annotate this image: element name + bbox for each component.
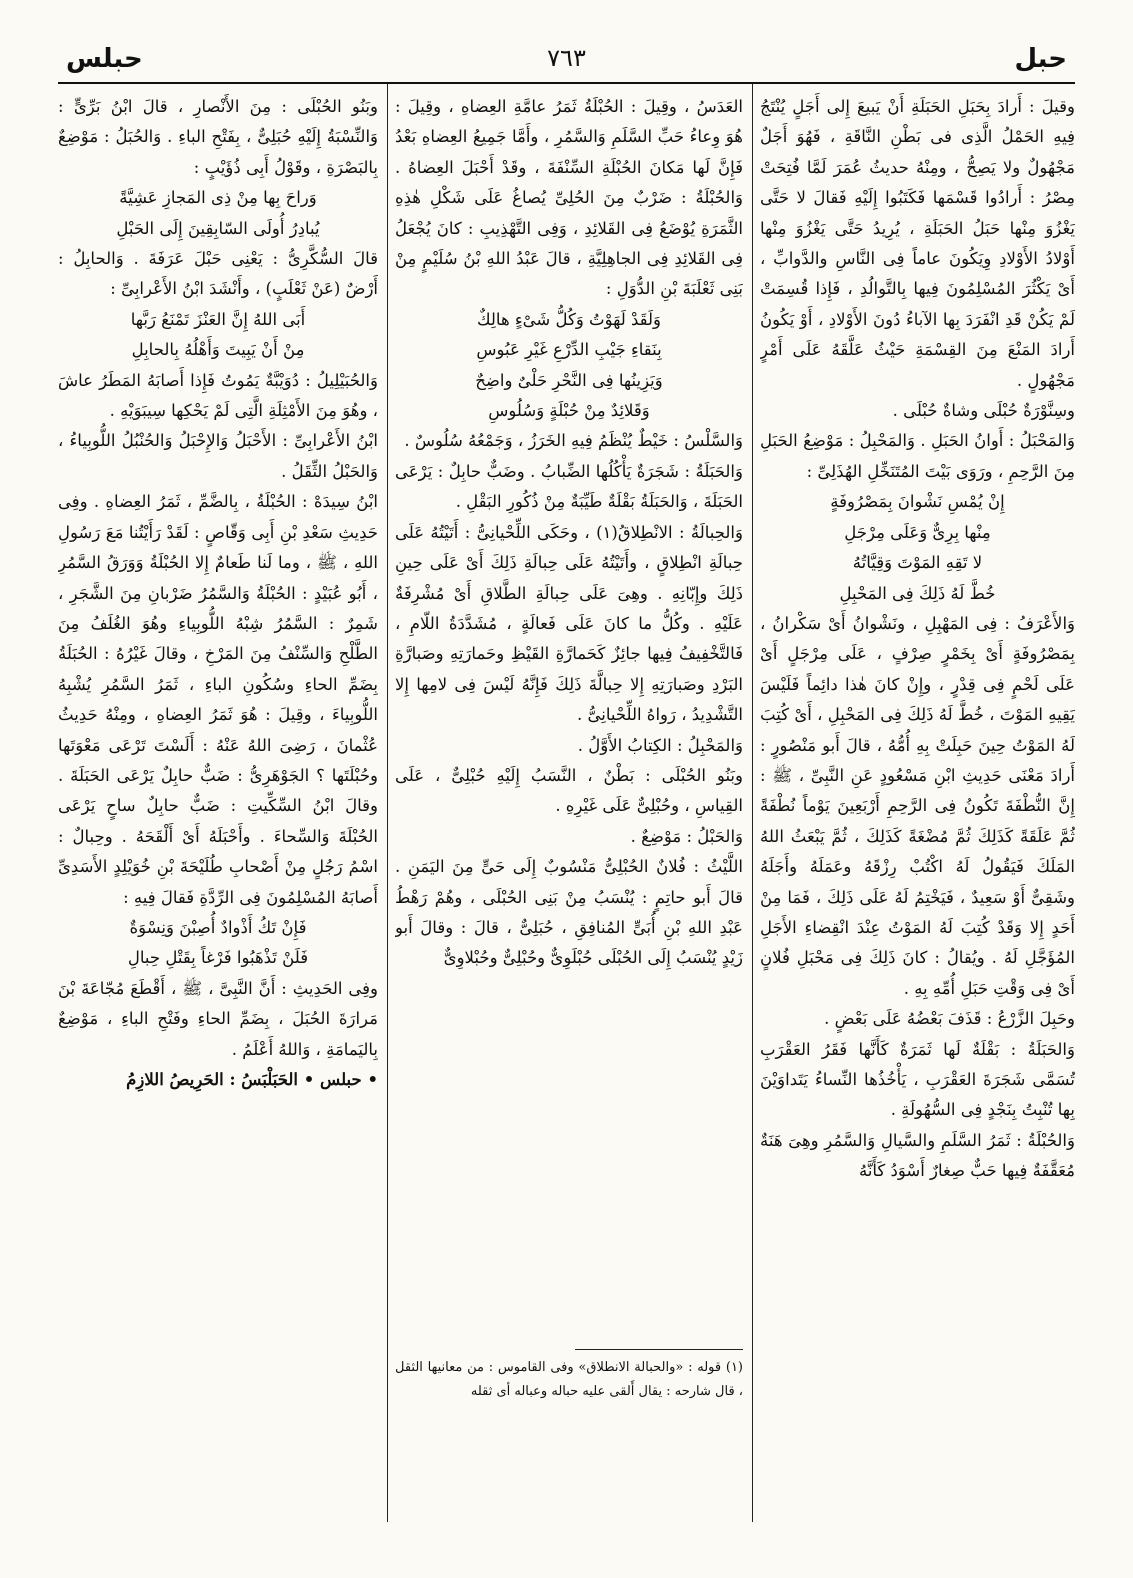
paragraph: وحَبِلَ الزَّرْعُ : قَذَفَ بَعْضُهُ عَلَى بَعْضٍ . <box>824 1009 1075 1029</box>
verse-line: خُطَّ لَهُ ذَلِكَ فِى المَحْبِلِ <box>839 583 996 603</box>
verse-line: مِنْها بِرِىٌّ وَعَلَى مِرْجَلِ <box>844 522 991 542</box>
running-head-right: حبل <box>1014 44 1067 74</box>
footnote-rule <box>575 1349 743 1350</box>
column-left <box>58 92 378 1552</box>
running-head-left: حبلس <box>66 44 143 74</box>
paragraph: وَالأَعْرَفُ : فِى المَهْبِلِ ، ونَشْوانُ أَىْ سَكْرانُ ، بِمَصْرُوفَةٍ أَىْ بِخَمْرٍ صِرْفٍ ، عَلَى مِرْجَلٍ أَىْ عَلَى لَحْمٍ فِى قِدْرٍ ، وإِنْ كانَ هٰذا دائِماً فَلَيْسَ يَقِيهِ المَوْتَ ، خُطَّ لَهُ ذَلِكَ فِى المَحْبِلِ ، أَىْ كُتِبَ لَهُ المَوْتُ حِينَ حَبِلَتْ بِهِ أُمُّهُ ، قالَ أَبو مَنْصُورٍ : أَرادَ مَعْنَى حَدِيثِ ابْنِ مَسْعُودٍ عَنِ النَّبِىِّ ، ﷺ : إِنَّ النُّطْفَةَ تَكُونُ فِى الرَّحِمِ أَرْبَعِينَ يَوْماً نُطْفَةً ثُمَّ عَلَقَةً كَذَلِكَ ثُمَّ مُضْغَةً كَذَلِكَ ، ثُمَّ يَبْعَثُ اللهُ المَلَكَ فَيَقُولُ لَهُ اكْتُبْ رِزْقَهُ وعَمَلَهُ وأَجَلَهُ وشَقِىٌّ أَوْ سَعِيدٌ ، فَيَخْتِمُ لَهُ عَلَى ذَلِكَ ، فَمَا مِنْ أَحَدٍ إِلا وَقَدْ كُتِبَ لَهُ المَوْتُ عِنْدَ انْقِضاءِ الأَجَلِ المُؤَجَّلِ لَهُ . ويُقالُ : كانَ ذَلِكَ فِى مَحْبَلِ فُلانٍ أَىْ فِى وَقْتِ حَبَلِ أُمِّهِ بِهِ . <box>760 613 1075 998</box>
verse-line: وَيَزِينُها فِى النَّحْرِ حَلْىٌ واضِحٌ <box>475 370 663 390</box>
paragraph: وَالحُبَيْلِيلُ : دُوَيْبَّةٌ يَمُوتُ فَإِذا أَصابَهُ المَطَرُ عاشَ ، وهُوَ مِنَ الأَمْثِلَةِ الَّتِى لَمْ يَحْكِها سِيبَوَيْهِ . <box>58 370 378 421</box>
paragraph: وَالمَحْبِلُ : الكِتابُ الأَوَّلُ . <box>577 735 743 755</box>
verse-line: إِنْ يُمْسِ نَشْوانَ بِمَصْرُوفَةٍ <box>830 492 1005 512</box>
paragraph: قالَ السُّكَّرِىُّ : يَعْنِى حَبْلَ عَرَفَةَ . وَالحابِلُ : أَرْضٌ (عَنْ ثَعْلَبٍ) ، وأَنْشَدَ ابْنُ الأَعْرابِىِّ : <box>58 249 378 299</box>
paragraph: وَالسَّلْسُ : خَيْطٌ يُنْظَمُ فِيهِ الخَرَزُ ، وَجَمْعُهُ سُلُوسٌ . <box>404 431 743 451</box>
column-divider-right <box>752 84 753 1522</box>
paragraph: وَالمَحْبَلُ : أَوانُ الحَبَلِ . وَالمَحْبِلُ : مَوْضِعُ الحَبَلِ مِنَ الرَّحِمِ ، ورَوَى بَيْتَ المُتَنَخِّلِ الهُذَلِىِّ : <box>760 431 1075 481</box>
header-rule <box>58 82 1075 84</box>
verse-line: بِنَقاءِ جَيْبِ الدِّرْعِ غَيْرِ عَبُوسِ <box>476 340 662 360</box>
paragraph: وسِنَّوْرَةٌ حُبْلَى وشاةٌ حُبْلَى . <box>892 401 1075 421</box>
verse-line: فَلَنْ تَذْهَبُوا فَرْغاً بِقَتْلِ حِبالِ <box>127 948 309 968</box>
verse-line: وَلَقَدْ لَهَوْتُ وَكُلُّ شَىْءٍ هالِكٌ <box>477 309 661 329</box>
verse-line: يُبادِرُ أُولَى السّابِقِينَ إِلَى الحَبْلِ <box>116 218 320 238</box>
column-middle <box>395 92 743 1342</box>
paragraph: وبَنُو الحُبْلَى : مِنَ الأَنْصارِ ، قالَ ابْنُ بَرِّىٍّ : وَالنِّسْبَةُ إِلَيْهِ حُبَلِىٌّ ، بِفَتْحِ الباءِ . وَالحُبَلُ : مَوْضِعٌ بِالبَصْرَةِ ، وقَوْلُ أَبِى ذُؤَيْبٍ : <box>58 97 378 177</box>
verse-line: وَراحَ بِها مِنْ ذِى المَجازِ عَشِيَّةً <box>119 188 317 208</box>
verse-line: مِنْ أَنْ يَبِيتَ وَأَهْلُهُ بِالحابِلِ <box>131 340 305 360</box>
footnote <box>395 1356 743 1404</box>
paragraph: وَالحَبَلَةُ : شَجَرَةٌ يَأْكُلُها الضِّبابُ . وضَبٌّ حابِلٌ : يَرْعَى الحَبَلَةَ ، وَالحَبَلَةُ بَقْلَةٌ طَيِّبَةٌ مِنْ ذُكُورِ البَقْلِ . <box>395 461 743 512</box>
paragraph: وَالحَبْلُ : مَوْضِعٌ . <box>630 826 743 846</box>
paragraph: ابْنُ الأَعْرابِىِّ : الأَحْبَلُ وَالإِحْبَلُ وَالحُنْبُلُ اللُّوبِياءُ ، وَالحَبْلُ الثِّقَلُ . <box>58 431 378 481</box>
column-right <box>760 92 1075 1552</box>
paragraph: وبَنُو الحُبْلَى : بَطْنٌ ، النَّسَبُ إِلَيْهِ حُبْلِىٌّ ، عَلَى القِياسِ ، وحُبْلِىٌّ عَلَى غَيْرِهِ . <box>395 765 743 816</box>
paragraph: اللَّيْثُ : فُلانٌ الحُبْلِىُّ مَنْسُوبٌ إِلَى حَىٍّ مِنَ اليَمَنِ . قالَ أَبو حاتِمٍ : يُنْسَبُ مِنْ بَنِى الحُبْلَى ، وهُمْ رَهْطُ عَبْدِ اللهِ بْنِ أُبَىٍّ المُنافِقِ ، حُبَلِىٌّ ، قالَ : وقالَ أَبو زَيْدٍ يُنْسَبُ إِلَى الحُبْلَى حُبْلَوِىٌّ وحُبْلِىٌّ وحُبْلاوِىٌّ <box>395 857 743 968</box>
column-divider-left <box>387 84 388 1522</box>
page-number: ٧٦٣ <box>547 44 586 72</box>
verse-line: لا تَقِهِ المَوْتَ وَقِيَّاتُهُ <box>852 553 983 573</box>
paragraph: وفِى الحَدِيثِ : أَنَّ النَّبِىَّ ، ﷺ ، أَقْطَعَ مُجّاعَةَ بْنَ مَرارَةَ الحُبَلَ ، بِضَمِّ الحاءِ وفَتْحِ الباءِ ، مَوْضِعٌ بِاليَمامَةِ ، وَاللهُ أَعْلَمُ . <box>58 978 378 1059</box>
verse-line: فَإِنْ تَكُ أَذْوادٌ أُصِبْنَ وَنِسْوَةٌ <box>129 917 307 937</box>
paragraph: ابْنُ سِيدَهْ : الحُبْلَةُ ، بِالضَّمِّ ، ثَمَرُ العِضاهِ . وفِى حَدِيثِ سَعْدِ بْنِ أَبِى وَقّاصٍ : لَقَدْ رَأَيْتُنا مَعَ رَسُولِ اللهِ ، ﷺ ، وما لَنا طَعامٌ إِلا الحُبْلَةُ وَوَرَقُ السَّمُرِ ، أَبُو عُبَيْدٍ : الحُبْلَةُ وَالسَّمُرُ ضَرْبانِ مِنَ الشَّجَرِ ، شَمِرٌ : السَّمُرُ شِبْهُ اللُّوبِياءِ وهُوَ الغُلَفُ مِنَ الطَّلْحِ وَالسِّنْفُ مِنَ المَرْخِ ، وقالَ غَيْرُهُ : الحُبَلَةُ بِضَمِّ الحاءِ وسُكُونِ الباءِ ، ثَمَرُ السَّمُرِ يُشْبِهُ اللُّوبِياءَ ، وقِيلَ : هُوَ ثَمَرُ العِضاهِ ، ومِنْهُ حَدِيثُ عُثْمانَ ، رَضِىَ اللهُ عَنْهُ : أَلَسْتَ تَرْعَى مَعْوَتَها وحُبْلَتَها ؟ الجَوْهَرِىُّ : ضَبٌّ حابِلٌ يَرْعَى الحَبَلَةَ . وقالَ ابْنُ السِّكِّيتِ : ضَبٌّ حابِلٌ ساحٍ يَرْعَى الحُبْلَةَ وَالسِّحاءَ . وأَحْبَلَهُ أَىْ أَلْقَحَهُ . وحِبالٌ : اسْمُ رَجُلٍ مِنْ أَصْحابِ طُلَيْحَةَ بْنِ خُوَيْلِدٍ الأَسَدِىِّ أَصابَهُ المُسْلِمُونَ فِى الرِّدَّةِ فَقالَ فِيهِ : <box>58 492 378 907</box>
verse-line: وَقَلائِدٌ مِنْ حُبْلَةٍ وَسُلُوسِ <box>488 401 650 421</box>
verse-line: أَبَى اللهُ إِنَّ العَنْزَ تَمْنَعُ رَبَّها <box>130 309 306 329</box>
paragraph: وَالحِبالَةُ : الانْطِلاقُ(١) ، وحَكَى اللِّحْيانِىُّ : أَتَيْتُهُ عَلَى حِبالَةِ انْطِلاقٍ ، وأَتَيْتُهُ عَلَى حِبالَةِ ذَلِكَ أَىْ عَلَى حِينِ ذَلِكَ وإِبّانِهِ . وهِىَ عَلَى حِبالَةِ الطَّلاقِ أَىْ مُشْرِفَةٌ عَلَيْهِ . وكُلُّ ما كانَ عَلَى فَعالَةٍ ، مُشَدَّدَةُ اللّامِ ، فَالتَّخْفِيفُ فِيها جائِزٌ كَحَمارَّةِ القَيْظِ وحَمارَتِهِ وصَبارَّةِ البَرْدِ وصَبارَتِهِ إِلا حِبالَّةَ ذَلِكَ فَإِنَّهُ لَيْسَ فِى لامِها إِلا التَّشْدِيدُ ، رَواهُ اللِّحْيانِىُّ . <box>395 522 743 725</box>
paragraph: وقيلَ : أَرادَ بِحَبَلِ الحَبَلَةِ أَنْ يَبيعَ إِلى أَجَلٍ يُنْتَجُ فِيهِ الحَمْلُ الَّذِى فى بَطْنِ النَّاقَةِ ، فَهُوَ أَجَلٌ مَجْهُولٌ ولا يَصِحُّ ، ومِنْهُ حديثُ عُمَرَ لَمَّا فُتِحَتْ مِصْرُ : أَرادُوا قَسْمَها فَكَتَبُوا إِلَيْهِ فَقالَ لا حَتَّى يَغْزُوَ مِنْها حَبَلُ الحَبَلَةِ ، يُرِيدُ حَتَّى يَغْزُوَ مِنْها أَوْلادُ الأَوْلادِ وِيَكُونَ عاماً فِى النَّاسِ والدَّوابِّ ، أَىْ يَكْثُرَ المُسْلِمُونَ فِيها بِالتَّوالُدِ ، فَإِذا قُسِمَتْ لَمْ يَكُنْ قَدِ انْفَرَدَ بِها الآباءُ دُونَ الأَوْلادِ ، أَوْ يَكُونُ أَرادَ المَنْعَ مِنَ القِسْمَةِ حَيْثُ عَلَّقَهُ عَلَى أَمْرٍ مَجْهُولٍ . <box>760 97 1075 390</box>
entry-heading: • حبلس • الحَبَلْبَسُ : الحَرِيصُ اللازِمُ <box>126 1070 378 1089</box>
page-header <box>58 44 1075 84</box>
footnote-text: (١) قوله : «والحبالة الانطلاق» وفى القاموس : من معانيها الثقل ، قال شارحه : يقال أَلقى عليه حباله وعباله أى ثقله <box>395 1360 743 1399</box>
paragraph: وَالحَبَلَةُ : بَقْلَةٌ لَها ثَمَرَةٌ كَأَنَّها فَقَرُ العَقْرَبِ تُسَمَّى شَجَرَةَ العَقْرَبِ ، يَأْخُذُها النِّساءُ يَتَداوَيْنَ بِها تُنْبِتُ بِنَجْدٍ فِى السُّهُولَةِ . <box>760 1039 1075 1120</box>
paragraph: وَالحُبْلَةُ : ثَمَرُ السَّلَمِ والسَّيالِ وَالسَّمُرِ وهِىَ هَنَةٌ مُعَقَّفَةٌ فِيها حَبٌّ صِغارٌ أَسْوَدُ كَأَنَّهُ <box>760 1130 1075 1181</box>
paragraph: العَدَسُ ، وقِيلَ : الحُبْلَةُ ثَمَرُ عامَّةِ العِضاهِ ، وقِيلَ : هُوَ وِعاءُ حَبِّ السَّلَمِ وَالسَّمُرِ ، وأَمَّا جَمِيعُ العِضاهِ بَعْدُ فَإِنَّ لَها مَكانَ الحُبْلَةِ السِّنْفَةَ ، وقَدْ أَحْبَلَ العِضاهُ . وَالحُبْلَةُ : ضَرْبٌ مِنَ الحُلِىِّ يُصاغُ عَلَى شَكْلِ هٰذِهِ الثَّمَرَةِ يُوْضَعُ فِى القَلائِدِ ، وَفِى التَّهْذِيبِ : كانَ يُجْعَلُ فِى القَلائِدِ فِى الجاهِلِيَّةِ ، قالَ عَبْدُ اللهِ بْنُ سُلَيْمٍ مِنْ بَنِى ثَعْلَبَةَ بْنِ الدُّوَلِ : <box>395 97 743 299</box>
